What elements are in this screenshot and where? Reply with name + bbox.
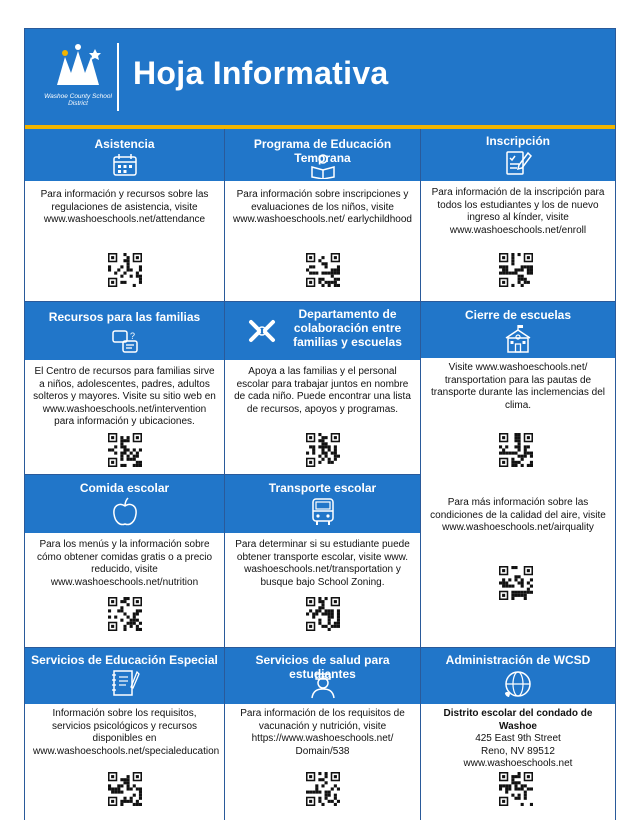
- checklist-pen-icon: [504, 149, 532, 182]
- cell-body: Para información y recursos sobre las regulaciones de asistencia, visite www.washoeschools.net/attendance: [40, 189, 209, 225]
- cell-title: Programa de Educación Temprana: [253, 137, 392, 165]
- qr-code[interactable]: [306, 433, 340, 467]
- qr-code[interactable]: [306, 597, 340, 631]
- cell-bar: [421, 129, 615, 181]
- chat-bubbles-icon: [111, 328, 139, 361]
- qr-code[interactable]: [108, 597, 142, 631]
- svg-text:?: ?: [129, 331, 135, 341]
- info-sheet: [24, 28, 616, 820]
- district-logo: [43, 43, 113, 115]
- globe-phone-icon: [502, 668, 534, 705]
- cell-body: Para información de la inscripción para todos los estudiantes y los de nuevo ingreso al kínder, visite www.washoeschools.net/enroll: [431, 187, 605, 236]
- qr-code[interactable]: [499, 772, 533, 806]
- cell-body: Para información sobre inscripciones y evaluaciones de los niños, visite www.washoeschools.net/ earlychildhood: [233, 189, 412, 225]
- child-reading-icon: [309, 153, 337, 184]
- qr-code[interactable]: [306, 253, 340, 287]
- cell-inscripcion: [421, 129, 615, 302]
- cell-title-line-2: colaboración entre: [293, 321, 402, 335]
- cell-title: Cierre de escuelas: [464, 308, 572, 322]
- cell-departamento: [225, 302, 421, 475]
- cell-title: Recursos para las familias: [48, 310, 201, 324]
- joined-hands-icon: [245, 314, 279, 353]
- notebook-pen-icon: [110, 668, 140, 703]
- cell-cierre: [421, 302, 615, 648]
- cell-body: Para los menús y la información sobre cómo obtener comidas gratis o a precio reducido, visite www.washoeschools.net/nutrition: [36, 539, 213, 588]
- logo-text: Washoe County School District: [44, 93, 112, 107]
- cell-title: Servicios de salud para estudiantes: [255, 653, 390, 681]
- org-city: Reno, NV 89512: [481, 745, 555, 757]
- cell-body: Apoya a las familias y el personal escolar para trabajar juntos en nombre de cada niño. Puede encontrar una lista de recursos, apoyos y programas.: [234, 366, 411, 415]
- bus-icon: [309, 497, 337, 532]
- cell-bar: [25, 302, 224, 360]
- cell-administracion: [421, 648, 615, 820]
- nurse-icon: [308, 668, 338, 705]
- org-name: Distrito escolar del condado de Washoe: [443, 708, 593, 732]
- qr-code[interactable]: [499, 433, 533, 467]
- cell-body: Visite www.washoeschools.net/ transportation para las pautas de transporte durante las inclemencias del clima.: [431, 362, 605, 411]
- cell-title: Administración de WCSD: [445, 653, 591, 667]
- cell-body: Para determinar si su estudiante puede obtener transporte escolar, visite www. washoeschools.net/transportation y busque bajo School Zoning.: [235, 539, 410, 588]
- cell-bar: [25, 475, 224, 533]
- cell-bar: [421, 302, 615, 358]
- cell-title: Inscripción: [485, 134, 550, 148]
- cell-bar: [225, 129, 420, 181]
- org-street: 425 East 9th Street: [475, 733, 561, 744]
- header-banner: [25, 29, 615, 125]
- cell-bar: [421, 648, 615, 704]
- qr-code[interactable]: [499, 253, 533, 287]
- calendar-icon: [112, 153, 138, 182]
- cell-especial: [25, 648, 225, 820]
- cell-recursos-familias: [25, 302, 225, 475]
- cell-body: Información sobre los requisitos, servicios psicológicos y recursos disponibles en www.washoeschools.net/specialeducation: [33, 708, 220, 757]
- page-title: Hoja Informativa: [133, 55, 389, 91]
- qr-code[interactable]: [499, 566, 533, 600]
- qr-code[interactable]: [108, 253, 142, 287]
- qr-code[interactable]: [108, 772, 142, 806]
- apple-icon: [111, 497, 139, 532]
- cell-body-airquality: Para más información sobre las condiciones de la calidad del aire, visite www.washoeschools.net/airquality: [430, 497, 606, 533]
- cell-body: El Centro de recursos para familias sirve a niños, adolescentes, padres, adultos solteros y mayores. Visite su sitio web en www.washoeschools.net/intervention para información y ubicaciones.: [33, 366, 216, 427]
- cell-title-line-1: Departamento de: [298, 307, 397, 321]
- cell-title: Asistencia: [94, 137, 155, 151]
- cell-asistencia: [25, 129, 225, 302]
- cell-bar: [25, 648, 224, 704]
- cell-bar: [225, 302, 420, 360]
- qr-code[interactable]: [306, 772, 340, 806]
- header-divider: [117, 43, 119, 111]
- cell-salud: [225, 648, 421, 820]
- cell-title-line-3: familias y escuelas: [293, 335, 402, 349]
- cell-transporte: [225, 475, 421, 648]
- cell-bar: [25, 129, 224, 181]
- cell-bar: [225, 648, 420, 704]
- cell-title: Servicios de Educación Especial: [31, 653, 218, 667]
- school-building-icon: [503, 324, 533, 359]
- org-website[interactable]: www.washoeschools.net: [463, 758, 573, 769]
- cell-bar: [225, 475, 420, 533]
- cell-educacion-temprana: [225, 129, 421, 302]
- cell-title: Transporte escolar: [268, 481, 377, 495]
- cell-comida: [25, 475, 225, 648]
- qr-code[interactable]: [108, 433, 142, 467]
- cell-title: Comida escolar: [79, 481, 170, 495]
- cell-body: Para información de los requisitos de vacunación y nutrición, visite https://www.washoeschools.net/ Domain/538: [240, 708, 405, 757]
